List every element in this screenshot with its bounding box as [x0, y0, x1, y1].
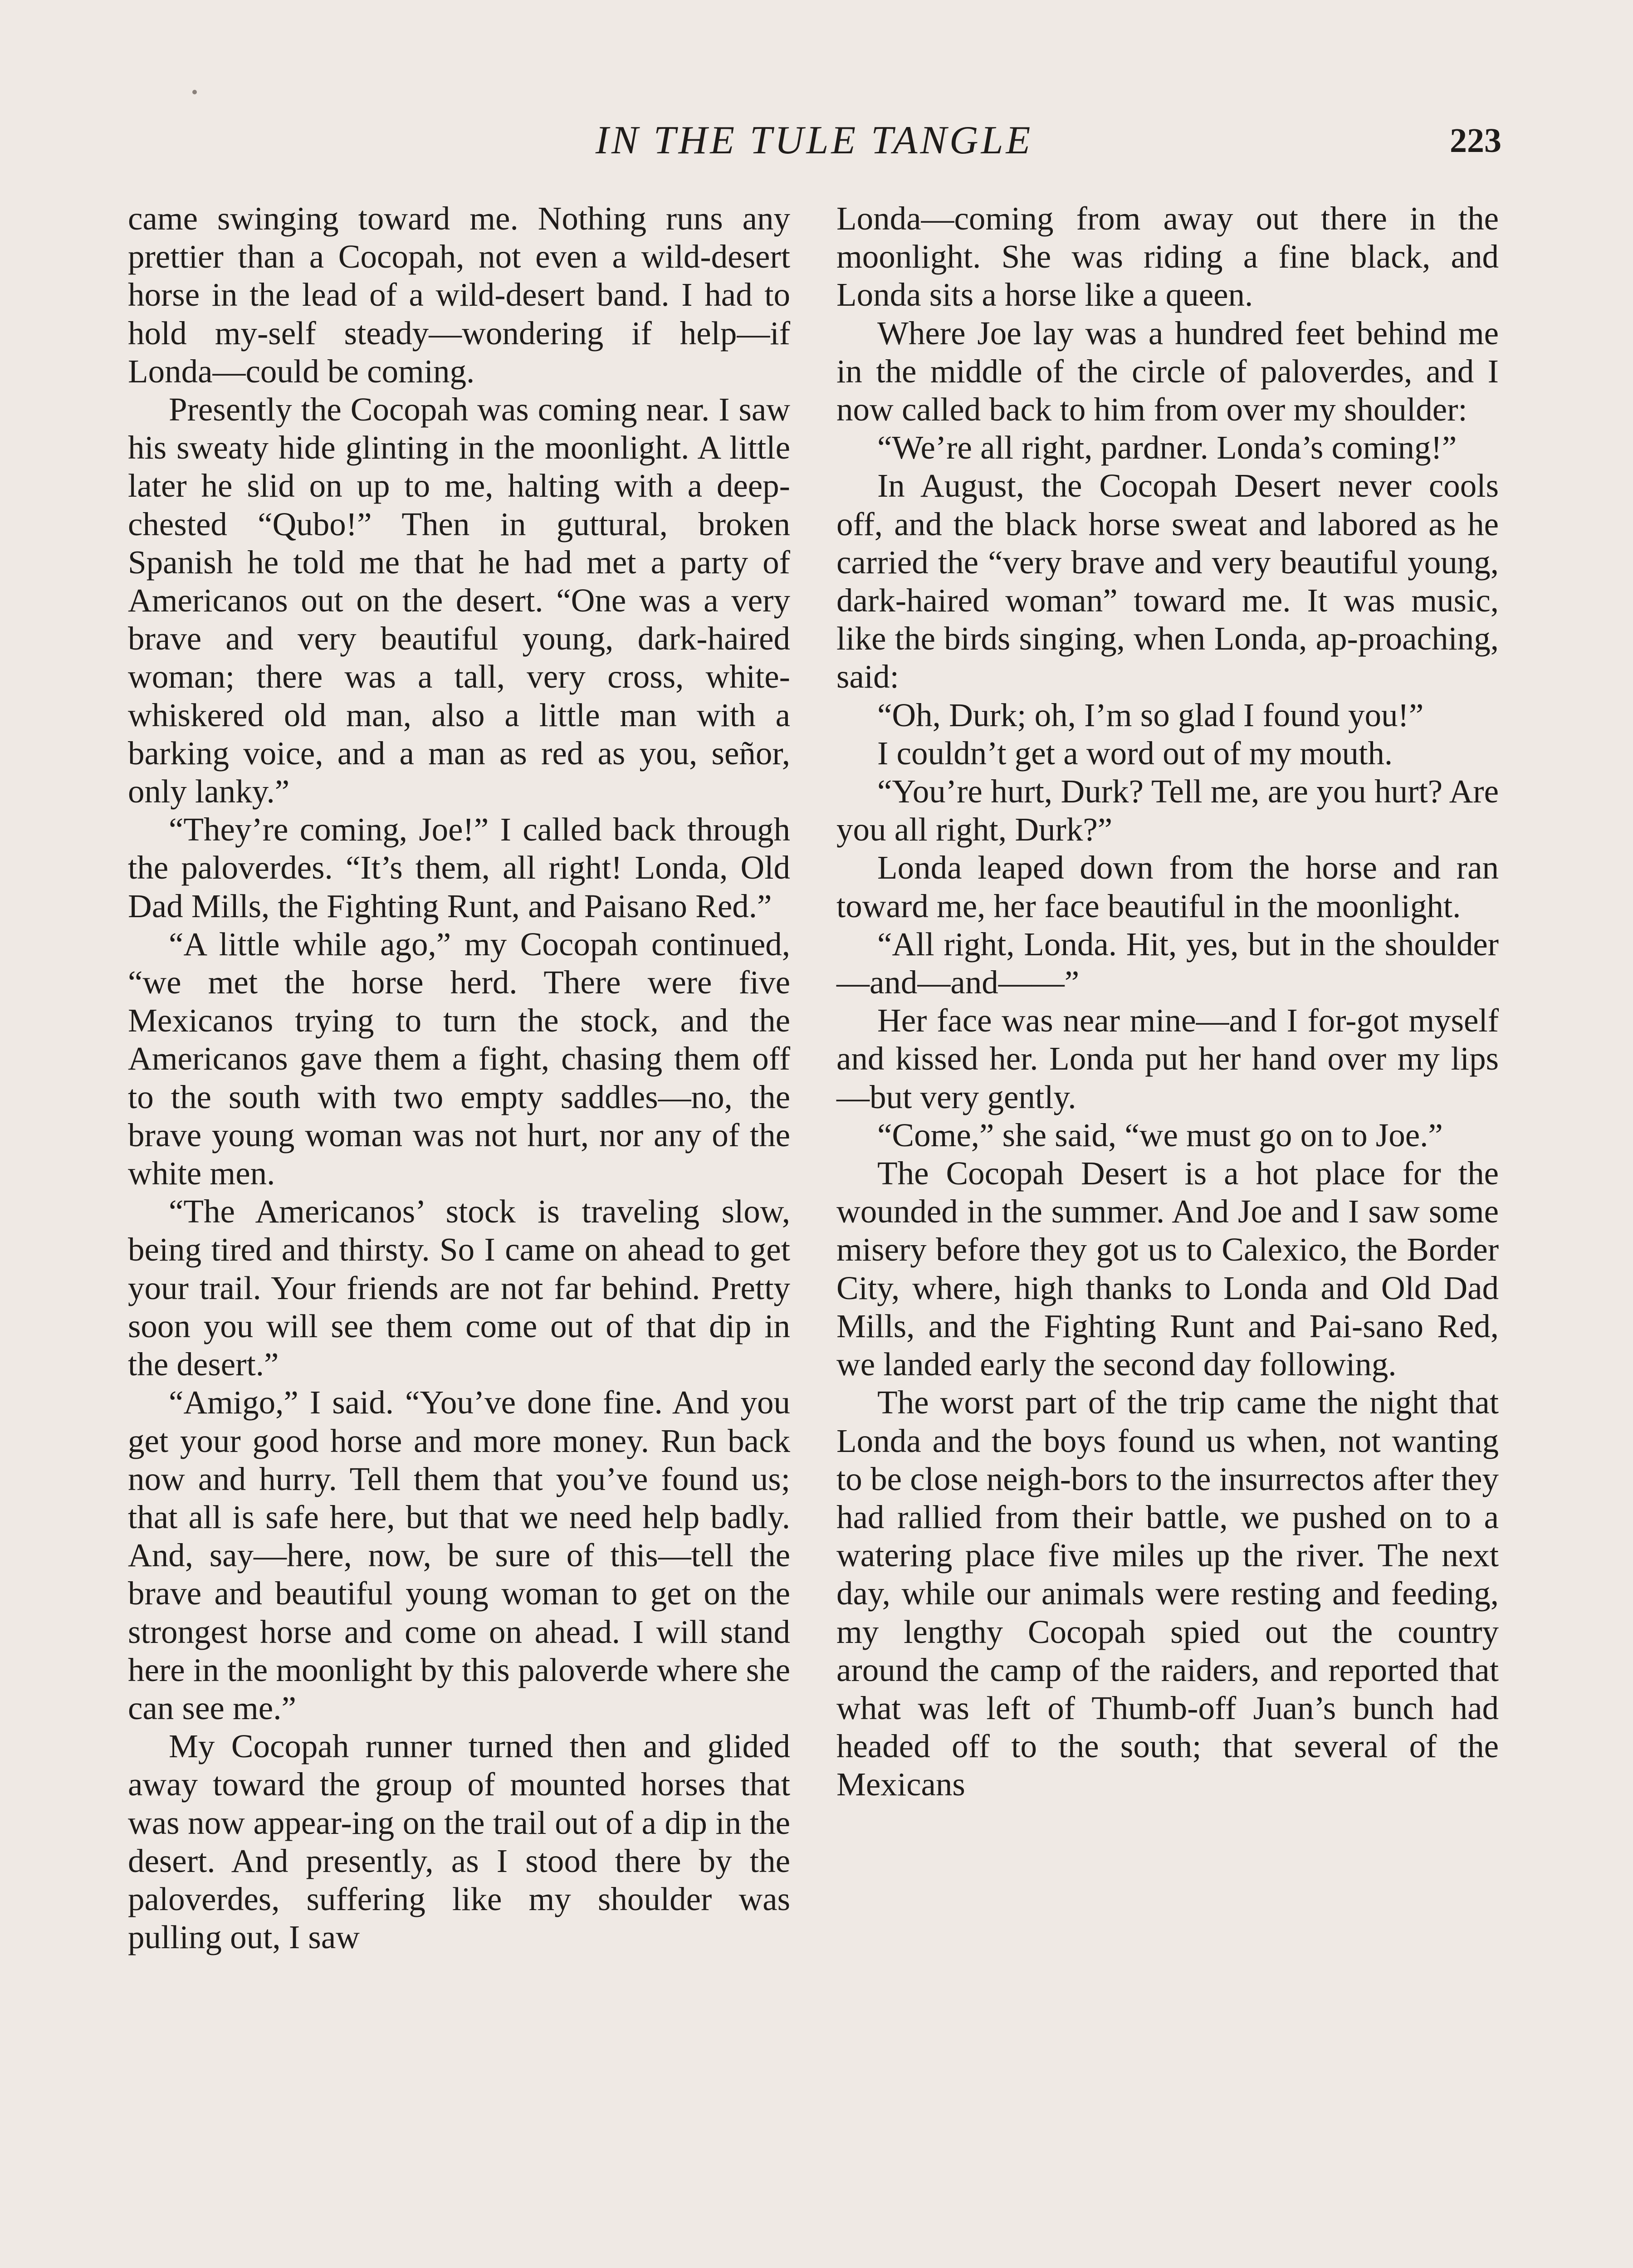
page-header — [127, 116, 1501, 166]
paragraph: Londa—coming from away out there in the moonlight. She was riding a fine black, and Londa sits a horse like a queen. — [836, 200, 1499, 313]
paragraph: Her face was near mine—and I for-got myself and kissed her. Londa put her hand over my lips—but very gently. — [836, 1002, 1499, 1115]
paragraph: “Come,” she said, “we must go on to Joe.” — [877, 1116, 1443, 1154]
paragraph: “Amigo,” I said. “You’ve done fine. And you get your good horse and more money. Run back now and hurry. Tell them that you’ve found us; that all is safe here, but that we need help badly. And, say—here, now, be sure of this—tell the brave and beautiful young woman to get on the strongest horse and come on ahead. I will stand here in the moonlight by this paloverde where she can see me.” — [128, 1384, 790, 1726]
paragraph: “You’re hurt, Durk? Tell me, are you hurt? Are you all right, Durk?” — [836, 773, 1499, 848]
paragraph: The Cocopah Desert is a hot place for the wounded in the summer. And Joe and I saw some misery before they got us to Calexico, the Border City, where, high thanks to Londa and Old Dad Mills, and the Fighting Runt and Pai-sano Red, we landed early the second day following. — [836, 1155, 1499, 1383]
left-column — [128, 200, 790, 1956]
paragraph: came swinging toward me. Nothing runs any prettier than a Cocopah, not even a wild-desert horse in the lead of a wild-desert band. I had to hold my-self steady—wondering if help—if Londa—could be coming. — [128, 200, 790, 390]
paragraph: “They’re coming, Joe!” I called back through the paloverdes. “It’s them, all right! Londa, Old Dad Mills, the Fighting Runt, and Paisano Red.” — [128, 811, 790, 924]
paragraph: I couldn’t get a word out of my mouth. — [877, 734, 1393, 772]
paragraph: “The Americanos’ stock is traveling slow, being tired and thirsty. So I came on ahead to get your trail. Your friends are not far behind. Pretty soon you will see them come out of that dip in the desert.” — [128, 1193, 790, 1383]
paragraph: My Cocopah runner turned then and glided away toward the group of mounted horses that was now appear-ing on the trail out of a dip in the desert. And presently, as I stood there by the paloverdes, suffering like my shoulder was pulling out, I saw — [128, 1728, 790, 1956]
page-number: 223 — [1450, 122, 1501, 160]
right-column — [836, 200, 1499, 1804]
paper-speck — [192, 90, 197, 94]
paragraph: “A little while ago,” my Cocopah continued, “we met the horse herd. There were five Mexicanos trying to turn the stock, and the Americanos gave them a fight, chasing them off to the south with two empty saddles—no, the brave young woman was not hurt, nor any of the white men. — [128, 925, 790, 1192]
paragraph: In August, the Cocopah Desert never cools off, and the black horse sweat and labored as he carried the “very brave and very beautiful young, dark-haired woman” toward me. It was music, like the birds singing, when Londa, ap-proaching, said: — [836, 467, 1499, 695]
paragraph: Londa leaped down from the horse and ran toward me, her face beautiful in the moonlight. — [836, 849, 1499, 924]
paragraph: “Oh, Durk; oh, I’m so glad I found you!” — [877, 696, 1424, 733]
paragraph: “We’re all right, pardner. Londa’s coming!” — [877, 429, 1457, 466]
paragraph: Where Joe lay was a hundred feet behind me in the middle of the circle of paloverdes, and I now called back to him from over my shoulder: — [836, 314, 1499, 428]
running-title: IN THE TULE TANGLE — [595, 118, 1033, 162]
paragraph: The worst part of the trip came the night that Londa and the boys found us when, not wanting to be close neigh-bors to the insurrectos after they had rallied from their battle, we pushed on to a watering place five miles up the river. The next day, while our animals were resting and feeding, my lengthy Cocopah spied out the country around the camp of the raiders, and reported that what was left of Thumb-off Juan’s bunch had headed off to the south; that several of the Mexicans — [836, 1384, 1499, 1803]
paragraph: Presently the Cocopah was coming near. I saw his sweaty hide glinting in the moonlight. A little later he slid on up to me, halting with a deep-chested “Qubo!” Then in guttural, broken Spanish he told me that he had met a party of Americanos out on the desert. “One was a very brave and very beautiful young, dark-haired woman; there was a tall, very cross, white-whiskered old man, also a little man with a barking voice, and a man as red as you, señor, only lanky.” — [128, 391, 790, 810]
paragraph: “All right, Londa. Hit, yes, but in the shoulder—and—and——” — [836, 925, 1499, 1001]
